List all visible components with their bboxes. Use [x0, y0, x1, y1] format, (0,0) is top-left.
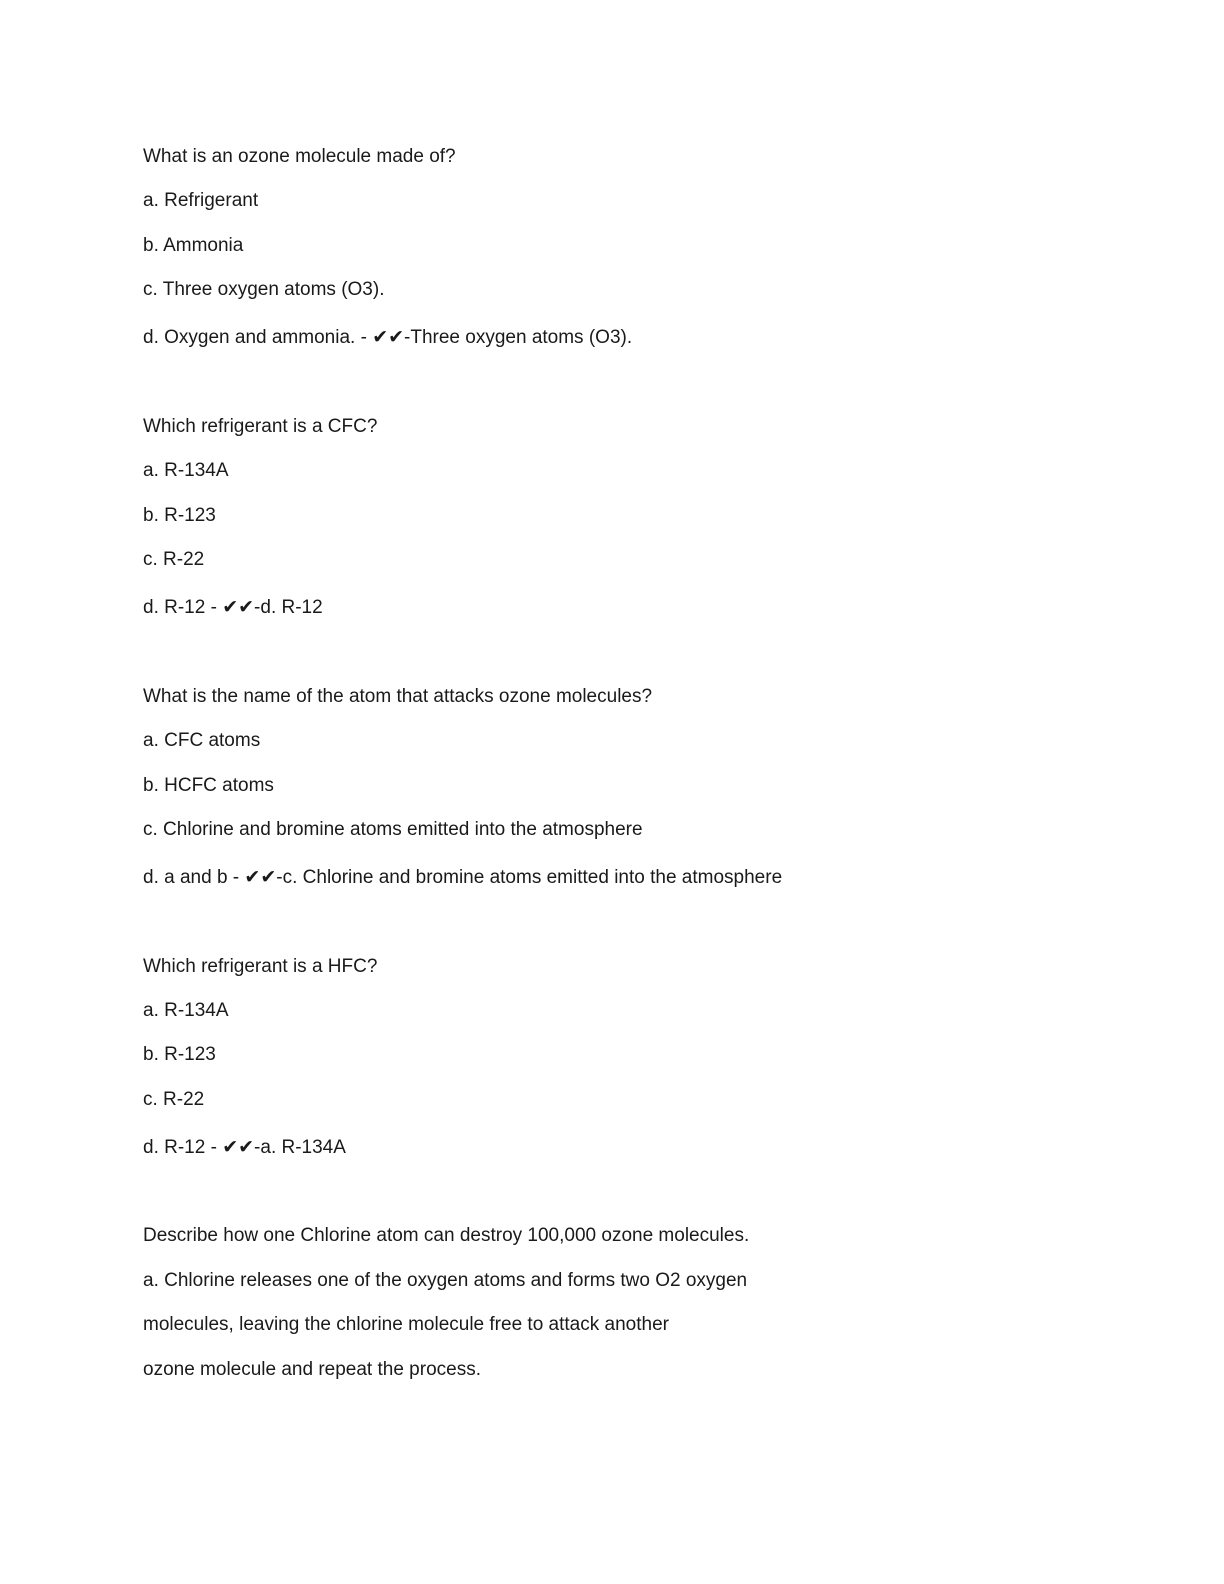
question-4-separator: -: [205, 1137, 223, 1158]
question-3-separator: -: [227, 867, 245, 888]
question-1-prompt: What is an ozone molecule made of?: [143, 146, 456, 167]
question-2-prompt: Which refrigerant is a CFC?: [143, 416, 378, 437]
double-check-icon: ✔✔: [372, 326, 405, 348]
question-3-option-d-with-answer: [143, 865, 782, 890]
question-2-option-b: b. R-123: [143, 505, 216, 526]
question-4-option-a: a. R-134A: [143, 1000, 229, 1021]
question-3-option-b: b. HCFC atoms: [143, 775, 274, 796]
question-1-option-b: b. Ammonia: [143, 235, 244, 256]
question-3-answer: -c. Chlorine and bromine atoms emitted into the atmosphere: [276, 867, 783, 888]
question-2-option-a: a. R-134A: [143, 460, 229, 481]
question-1-option-d: d. Oxygen and ammonia.: [143, 327, 356, 348]
question-2-option-d-with-answer: [143, 595, 323, 620]
question-4-option-c: c. R-22: [143, 1089, 205, 1110]
question-4-answer: -a. R-134A: [254, 1137, 346, 1158]
double-check-icon: ✔✔: [222, 1136, 255, 1158]
question-3-option-a: a. CFC atoms: [143, 730, 261, 751]
question-5-prompt: Describe how one Chlorine atom can destroy 100,000 ozone molecules.: [143, 1225, 750, 1246]
question-3-option-c: c. Chlorine and bromine atoms emitted into the atmosphere: [143, 819, 643, 840]
question-3-prompt: What is the name of the atom that attacks ozone molecules?: [143, 686, 653, 707]
question-5-option-line-1: a. Chlorine releases one of the oxygen atoms and forms two O2 oxygen: [143, 1270, 748, 1291]
question-4-option-d-with-answer: [143, 1135, 346, 1160]
question-5-option-line-3: ozone molecule and repeat the process.: [143, 1359, 481, 1380]
question-2-option-c: c. R-22: [143, 549, 205, 570]
question-1-option-c: c. Three oxygen atoms (O3).: [143, 279, 385, 300]
question-5-option-line-2: molecules, leaving the chlorine molecule free to attack another: [143, 1314, 669, 1335]
question-4-option-d: d. R-12: [143, 1137, 206, 1158]
double-check-icon: ✔✔: [222, 596, 255, 618]
question-1-separator: -: [355, 327, 373, 348]
question-2-option-d: d. R-12: [143, 597, 206, 618]
question-2-separator: -: [205, 597, 223, 618]
question-4-option-b: b. R-123: [143, 1044, 216, 1065]
double-check-icon: ✔✔: [244, 866, 277, 888]
question-1-option-a: a. Refrigerant: [143, 190, 259, 211]
question-2-answer: -d. R-12: [254, 597, 323, 618]
question-3-option-d: d. a and b: [143, 867, 228, 888]
question-1-option-d-with-answer: [143, 325, 632, 350]
question-1-answer: -Three oxygen atoms (O3).: [404, 327, 633, 348]
question-4-prompt: Which refrigerant is a HFC?: [143, 956, 378, 977]
